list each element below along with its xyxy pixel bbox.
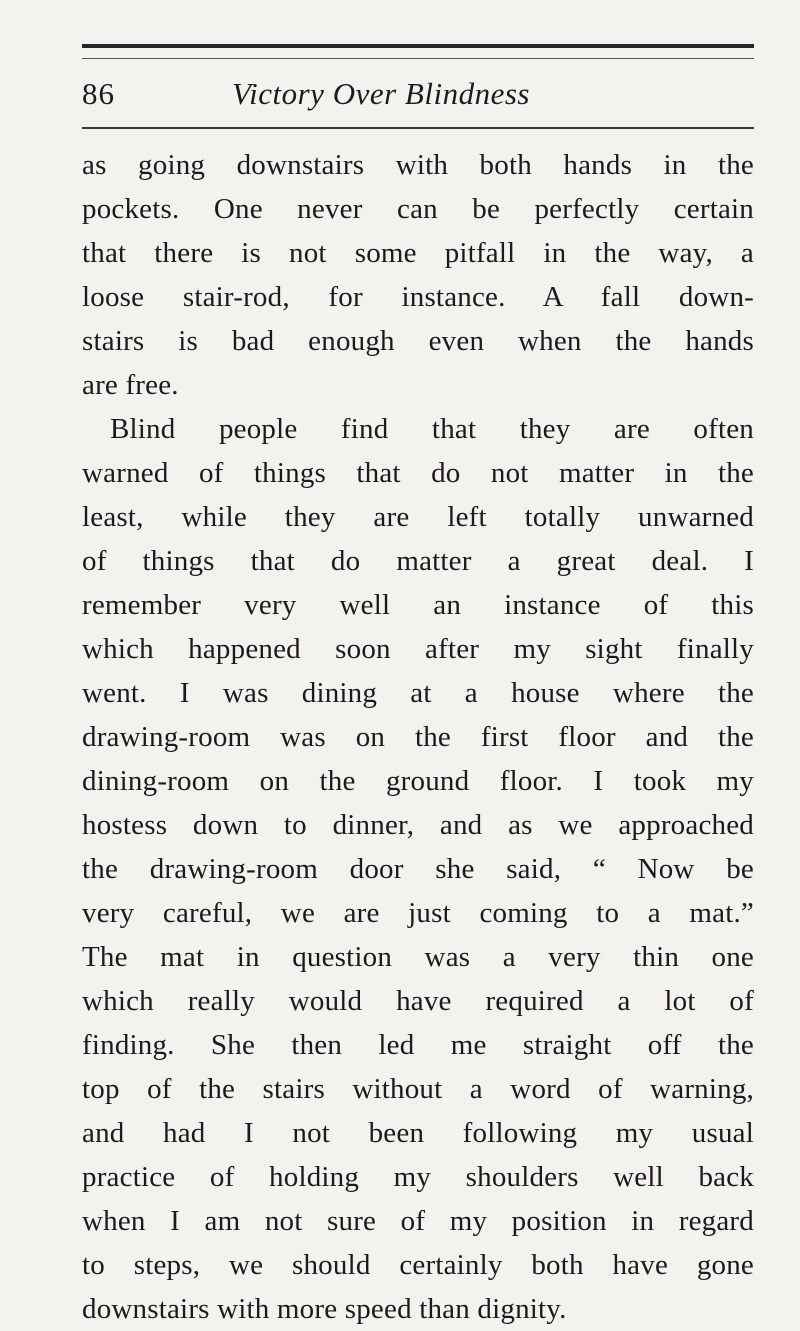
text-line: warned of things that do not matter in the — [82, 457, 754, 489]
text-line: as going downstairs with both hands in the — [82, 149, 754, 181]
text-line: least, while they are left totally unwarned — [82, 501, 754, 533]
text-line: top of the stairs without a word of warning, — [82, 1073, 754, 1105]
top-rule — [82, 44, 754, 48]
text-line: to steps, we should certainly both have gone — [82, 1249, 754, 1281]
page-number: 86 — [82, 76, 115, 111]
text-line: dining-room on the ground floor. I took my — [82, 765, 754, 797]
text-line: the drawing-room door she said, “ Now be — [82, 853, 754, 885]
text-line: loose stair-rod, for instance. A fall down- — [82, 281, 754, 313]
text-line: and had I not been following my usual — [82, 1117, 754, 1149]
running-head — [82, 70, 754, 118]
text-line: Blind people find that they are often — [110, 413, 754, 445]
header-rule — [82, 127, 754, 129]
text-line: stairs is bad enough even when the hands — [82, 325, 754, 357]
text-line: hostess down to dinner, and as we approached — [82, 809, 754, 841]
text-line: that there is not some pitfall in the way, a — [82, 237, 754, 269]
top-rule-thin — [82, 58, 754, 59]
text-line: of things that do matter a great deal. I — [82, 545, 754, 577]
text-line: downstairs with more speed than dignity. — [82, 1293, 567, 1325]
text-line: which happened soon after my sight finally — [82, 633, 754, 665]
text-line: went. I was dining at a house where the — [82, 677, 754, 709]
text-line: which really would have required a lot of — [82, 985, 754, 1017]
body-text — [82, 143, 754, 1331]
text-line: pockets. One never can be perfectly certain — [82, 193, 754, 225]
text-line: very careful, we are just coming to a mat.” — [82, 897, 754, 929]
text-line: drawing-room was on the first floor and the — [82, 721, 754, 753]
text-line: practice of holding my shoulders well back — [82, 1161, 754, 1193]
text-line: remember very well an instance of this — [82, 589, 754, 621]
running-title: Victory Over Blindness — [232, 76, 530, 111]
text-line: finding. She then led me straight off the — [82, 1029, 754, 1061]
text-line: when I am not sure of my position in regard — [82, 1205, 754, 1237]
text-line: are free. — [82, 369, 179, 401]
text-line: The mat in question was a very thin one — [82, 941, 754, 973]
